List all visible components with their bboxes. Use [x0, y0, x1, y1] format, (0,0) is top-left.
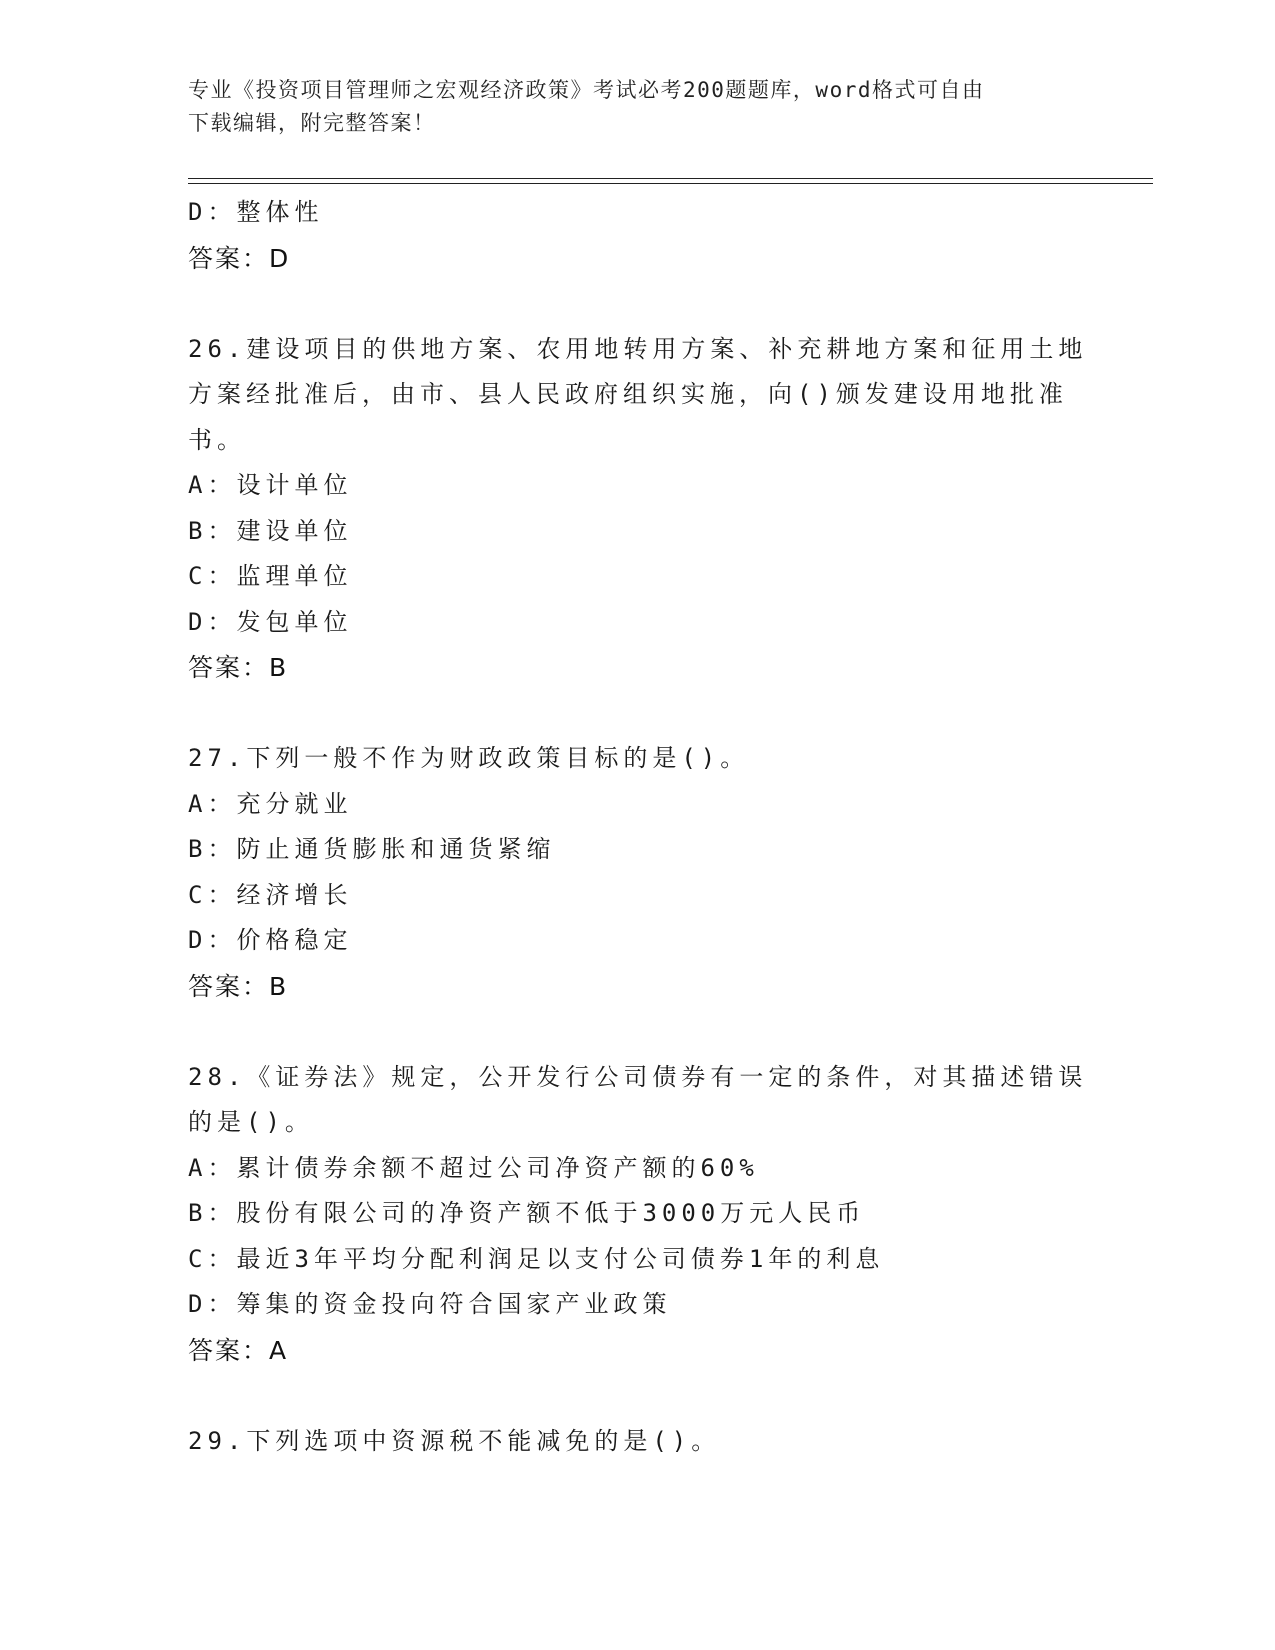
question-26-answer: 答案：B: [188, 653, 289, 682]
spacer: [188, 281, 1088, 327]
prev-question-answer: 答案：D: [188, 243, 291, 273]
question-26-option-c: C：监理单位: [188, 562, 353, 590]
question-29: [188, 1419, 1088, 1465]
document-header: [188, 74, 1068, 140]
spacer: [188, 691, 1088, 737]
question-28-text-line-1: 28.《证券法》规定，公开发行公司债券有一定的条件，对其描述错误: [188, 1062, 1088, 1091]
question-27-option-d: D：价格稳定: [188, 926, 353, 954]
question-29-text-line-1: 29.下列选项中资源税不能减免的是()。: [188, 1426, 721, 1455]
spacer: [188, 1009, 1088, 1055]
prev-question-option-d: D：整体性: [188, 198, 324, 226]
question-26-text-line-1: 26.建设项目的供地方案、农用地转用方案、补充耕地方案和征用土地: [188, 334, 1088, 363]
spacer: [188, 1373, 1088, 1419]
question-28-text-line-2: 的是()。: [188, 1108, 314, 1136]
question-27-text-line-1: 27.下列一般不作为财政政策目标的是()。: [188, 744, 750, 772]
question-26-option-a: A：设计单位: [188, 471, 353, 499]
question-28-option-b: B：股份有限公司的净资产额不低于3000万元人民币: [188, 1199, 866, 1227]
question-26-option-b: B：建设单位: [188, 516, 353, 545]
question-26: [188, 327, 1088, 691]
header-title-line-2: 下载编辑，附完整答案！: [188, 111, 436, 135]
question-26-text-line-2: 方案经批准后，由市、县人民政府组织实施，向()颁发建设用地批准: [188, 380, 1068, 408]
question-28-option-d: D：筹集的资金投向符合国家产业政策: [188, 1290, 672, 1318]
question-26-text-line-3: 书。: [188, 425, 246, 454]
question-28-option-a: A：累计债券余额不超过公司净资产额的60%: [188, 1153, 759, 1182]
header-title-line-1: 专业《投资项目管理师之宏观经济政策》考试必考200题题库，word格式可自由: [188, 78, 985, 102]
question-28-answer: 答案：A: [188, 1335, 289, 1365]
question-content: [188, 190, 1088, 1464]
question-27-option-c: C：经济增长: [188, 880, 353, 909]
question-27: [188, 736, 1088, 1009]
header-rule-top: [188, 178, 1153, 179]
question-28-option-c: C：最近3年平均分配利润足以支付公司债券1年的利息: [188, 1244, 885, 1273]
question-27-option-a: A：充分就业: [188, 789, 353, 818]
question-27-answer: 答案：B: [188, 971, 289, 1001]
question-27-option-b: B：防止通货膨胀和通货紧缩: [188, 835, 556, 863]
question-28: [188, 1055, 1088, 1374]
question-26-option-d: D：发包单位: [188, 607, 353, 636]
header-rule-bottom: [188, 183, 1153, 184]
